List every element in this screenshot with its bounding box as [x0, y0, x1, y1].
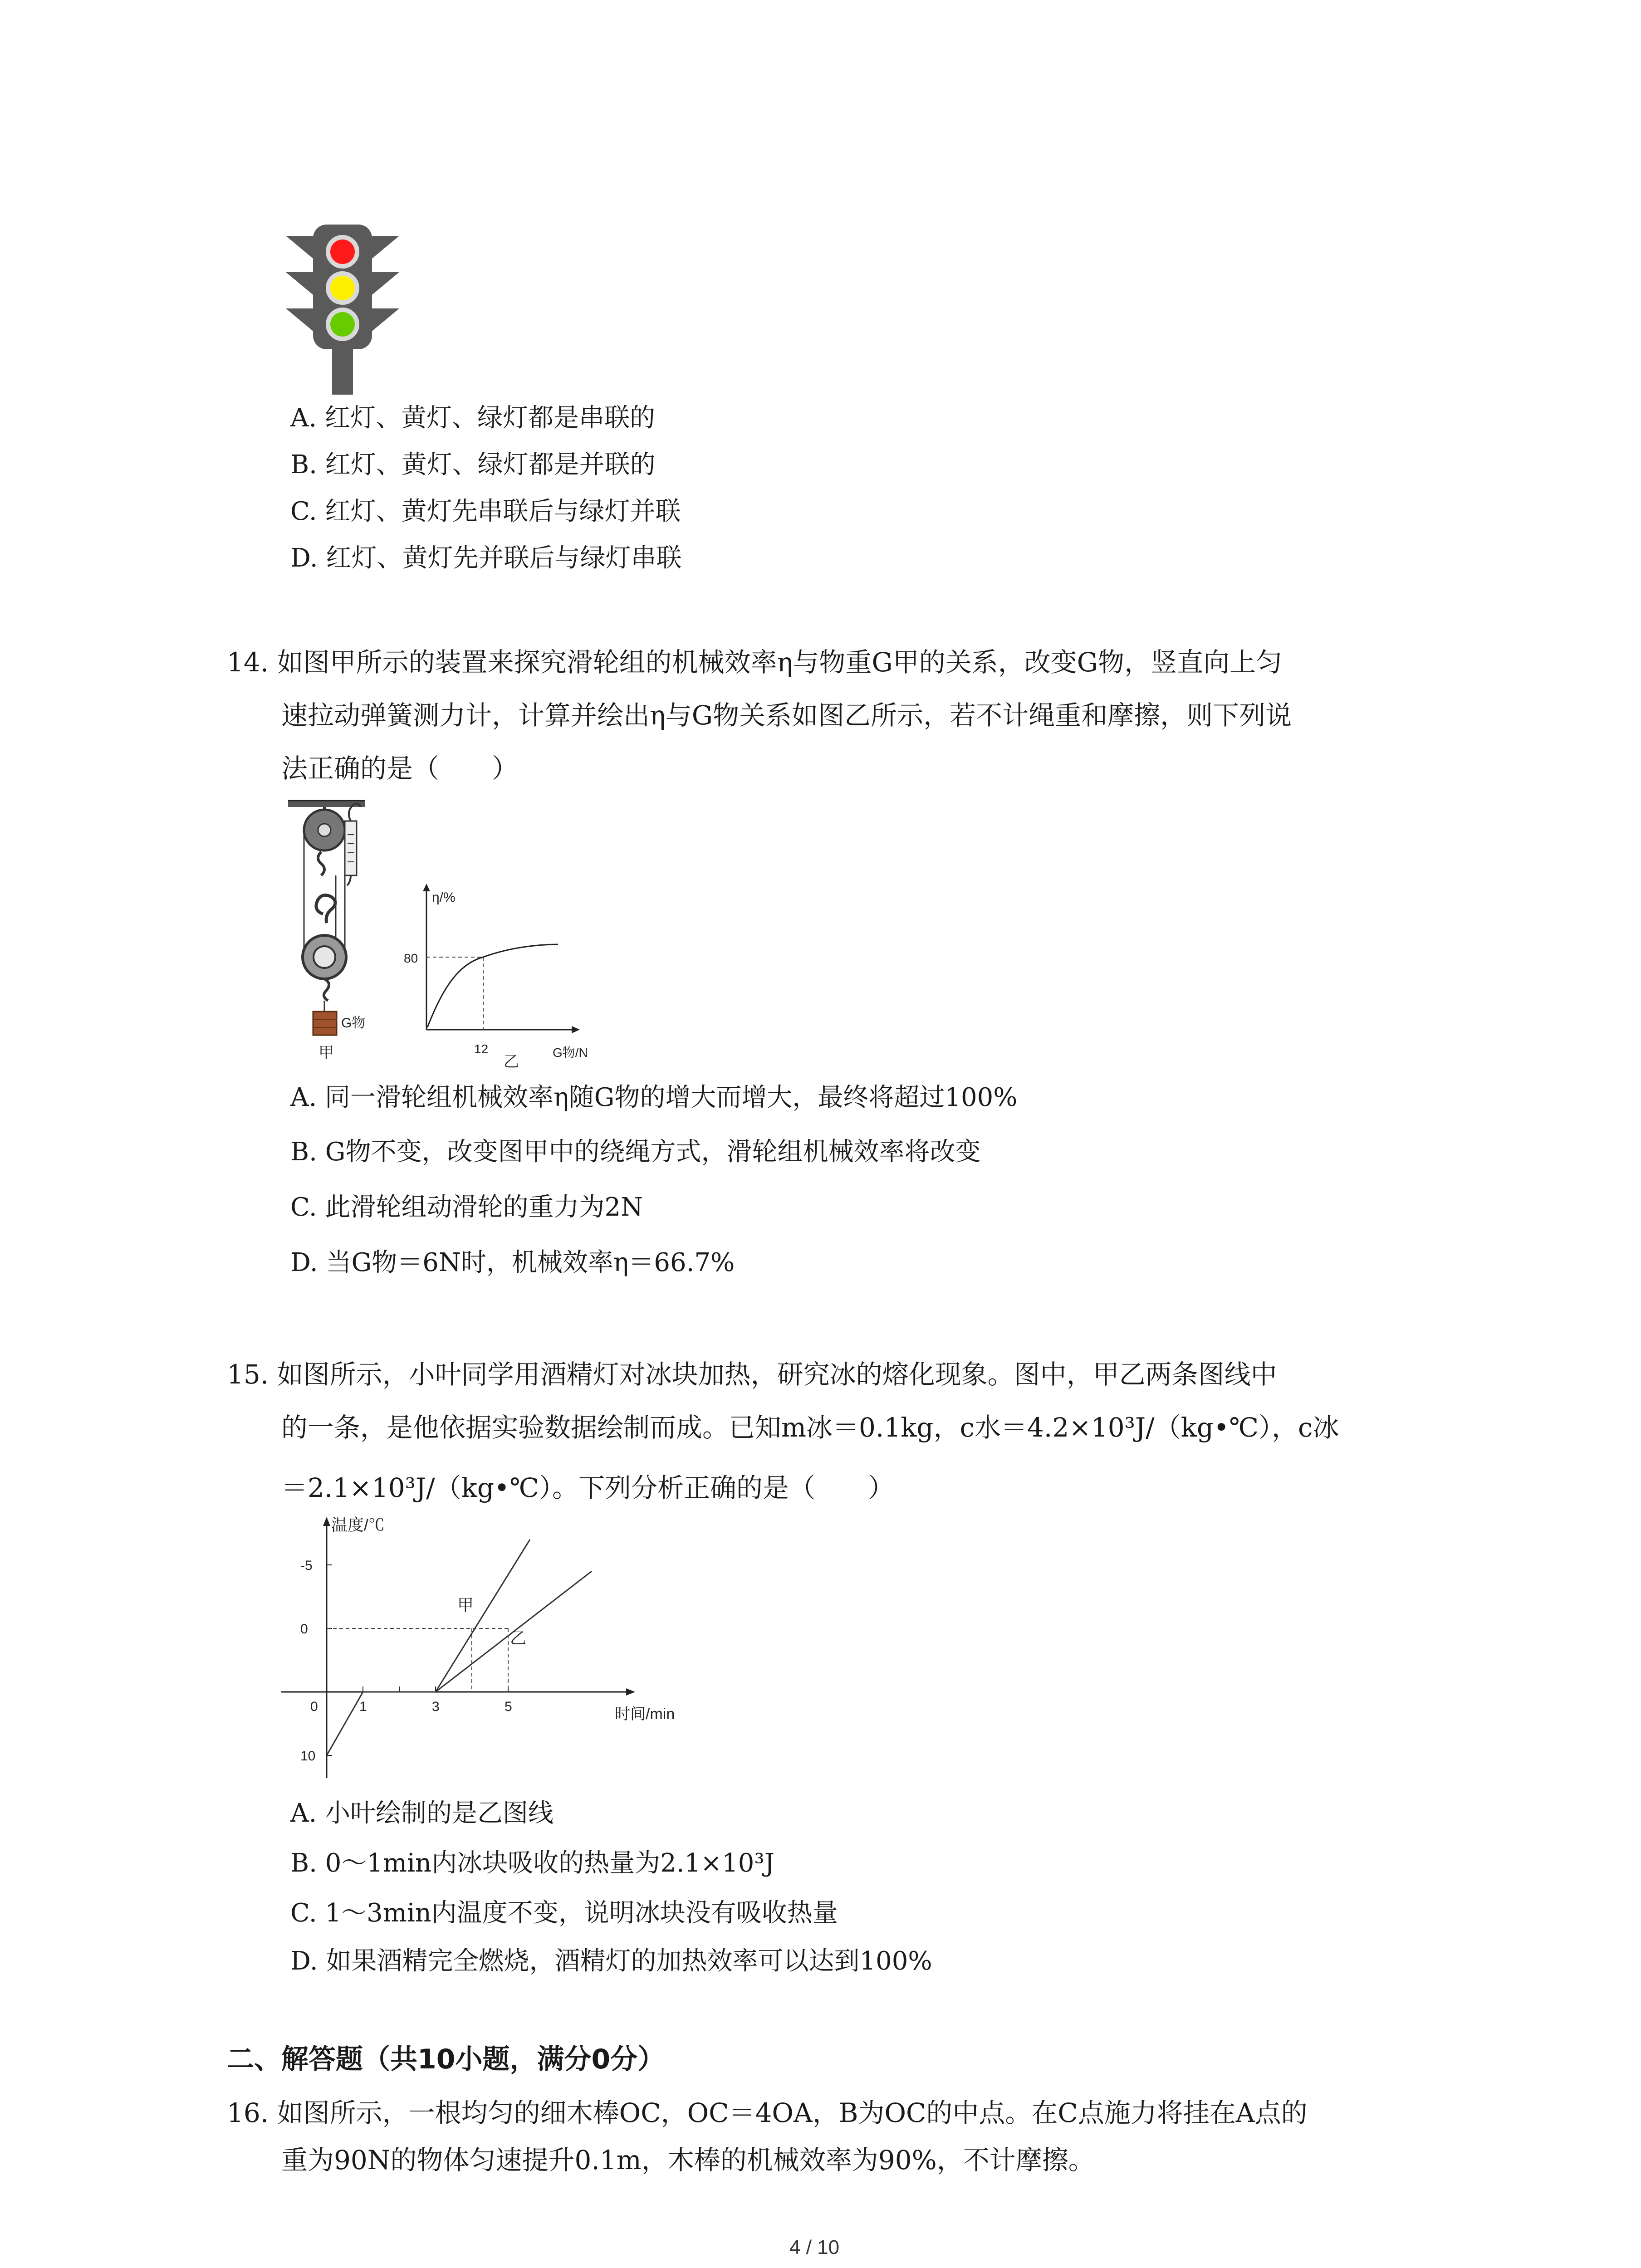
q14-option-c: C. 此滑轮组动滑轮的重力为2N [290, 1193, 643, 1222]
graph-y-axis-label: η/% [432, 890, 456, 905]
spring-scale-icon [345, 821, 357, 875]
chart-x-axis-label: 时间/min [615, 1706, 675, 1723]
q15-option-b: B. 0～1min内冰块吸收的热量为2.1×10³J [290, 1848, 775, 1878]
q15-stem-line-1: 15. 如图所示，小叶同学用酒精灯对冰块加热，研究冰的熔化现象。图中，甲乙两条图线中 [227, 1359, 1277, 1390]
q13-option-b: B. 红灯、黄灯、绿灯都是并联的 [290, 450, 656, 479]
q15-option-c: C. 1～3min内温度不变，说明冰块没有吸收热量 [290, 1898, 838, 1928]
efficiency-graph [404, 884, 588, 1070]
q15-stem-line-3: ＝2.1×10³J/（kg•℃）。下列分析正确的是（ ） [281, 1472, 895, 1503]
series-jia-label: 甲 [457, 1595, 474, 1614]
q15-option-a: A. 小叶绘制的是乙图线 [290, 1799, 554, 1828]
q13-option-a: A. 红灯、黄灯、绿灯都是串联的 [290, 403, 656, 433]
x-tick-label: 1 [359, 1699, 367, 1714]
graph-x-tick-12: 12 [474, 1042, 489, 1056]
q14-stem-line-3: 法正确的是（ ） [281, 753, 519, 784]
x-tick-label: 5 [505, 1699, 512, 1714]
series-melting-line [327, 1692, 436, 1755]
q13-option-c: C. 红灯、黄灯先串联后与绿灯并联 [290, 497, 681, 526]
page-number: 4 / 10 [789, 2236, 840, 2258]
y-tick-label: 0 [300, 1622, 308, 1637]
red-light [328, 237, 357, 266]
q15-stem-line-2: 的一条，是他依据实验数据绘制而成。已知m冰＝0.1kg，c水＝4.2×10³J/（kg•℃），c冰 [281, 1412, 1339, 1443]
x-axis-arrow [626, 1688, 635, 1696]
y-tick-label: -5 [300, 1558, 313, 1573]
x-tick-label: 3 [432, 1699, 440, 1714]
q14-stem-line-1: 14. 如图甲所示的装置来探究滑轮组的机械效率η与物重G甲的关系，改变G物，竖直向上匀 [227, 647, 1283, 678]
weight-label: G物 [341, 1016, 366, 1031]
q15-temperature-chart [272, 1510, 726, 1792]
traffic-light-illustration [281, 222, 404, 395]
q16-stem-line-1: 16. 如图所示，一根均匀的细木棒OC，OC＝4OA，B为OC的中点。在C点施力将挂在A点的 [227, 2097, 1308, 2128]
weight-block [313, 1012, 337, 1035]
q14-option-a: A. 同一滑轮组机械效率η随G物的增大而增大，最终将超过100% [290, 1083, 1018, 1112]
figure-yi-label: 乙 [504, 1053, 519, 1070]
y-axis-arrow [323, 1517, 330, 1526]
graph-x-axis-label: G物/N [553, 1046, 588, 1060]
series-yi-label: 乙 [510, 1628, 527, 1647]
q14-option-b: B. G物不变，改变图甲中的绕绳方式，滑轮组机械效率将改变 [290, 1137, 981, 1167]
q14-stem-line-2: 速拉动弹簧测力计，计算并绘出η与G物关系如图乙所示，若不计绳重和摩擦，则下列说 [281, 700, 1292, 731]
q14-figure [281, 798, 626, 1080]
yellow-light [328, 274, 357, 303]
q16-stem-line-2: 重为90N的物体匀速提升0.1m，木棒的机械效率为90%，不计摩擦。 [281, 2145, 1095, 2175]
section-2-title: 二、解答题（共10小题，满分0分） [227, 2043, 665, 2075]
y-tick-label: 10 [300, 1749, 316, 1764]
q13-option-d: D. 红灯、黄灯先并联后与绿灯串联 [290, 543, 682, 573]
figure-jia-label: 甲 [318, 1044, 334, 1061]
green-light [328, 310, 357, 339]
graph-y-tick-80: 80 [404, 951, 418, 965]
q15-option-d: D. 如果酒精完全燃烧，酒精灯的加热效率可以达到100% [290, 1946, 932, 1976]
series-jia-line [436, 1540, 530, 1692]
q14-option-d: D. 当G物＝6N时，机械效率η＝66.7% [290, 1248, 735, 1277]
chart-y-axis-label: 温度/℃ [331, 1515, 385, 1534]
chart-origin-label: 0 [310, 1699, 318, 1714]
